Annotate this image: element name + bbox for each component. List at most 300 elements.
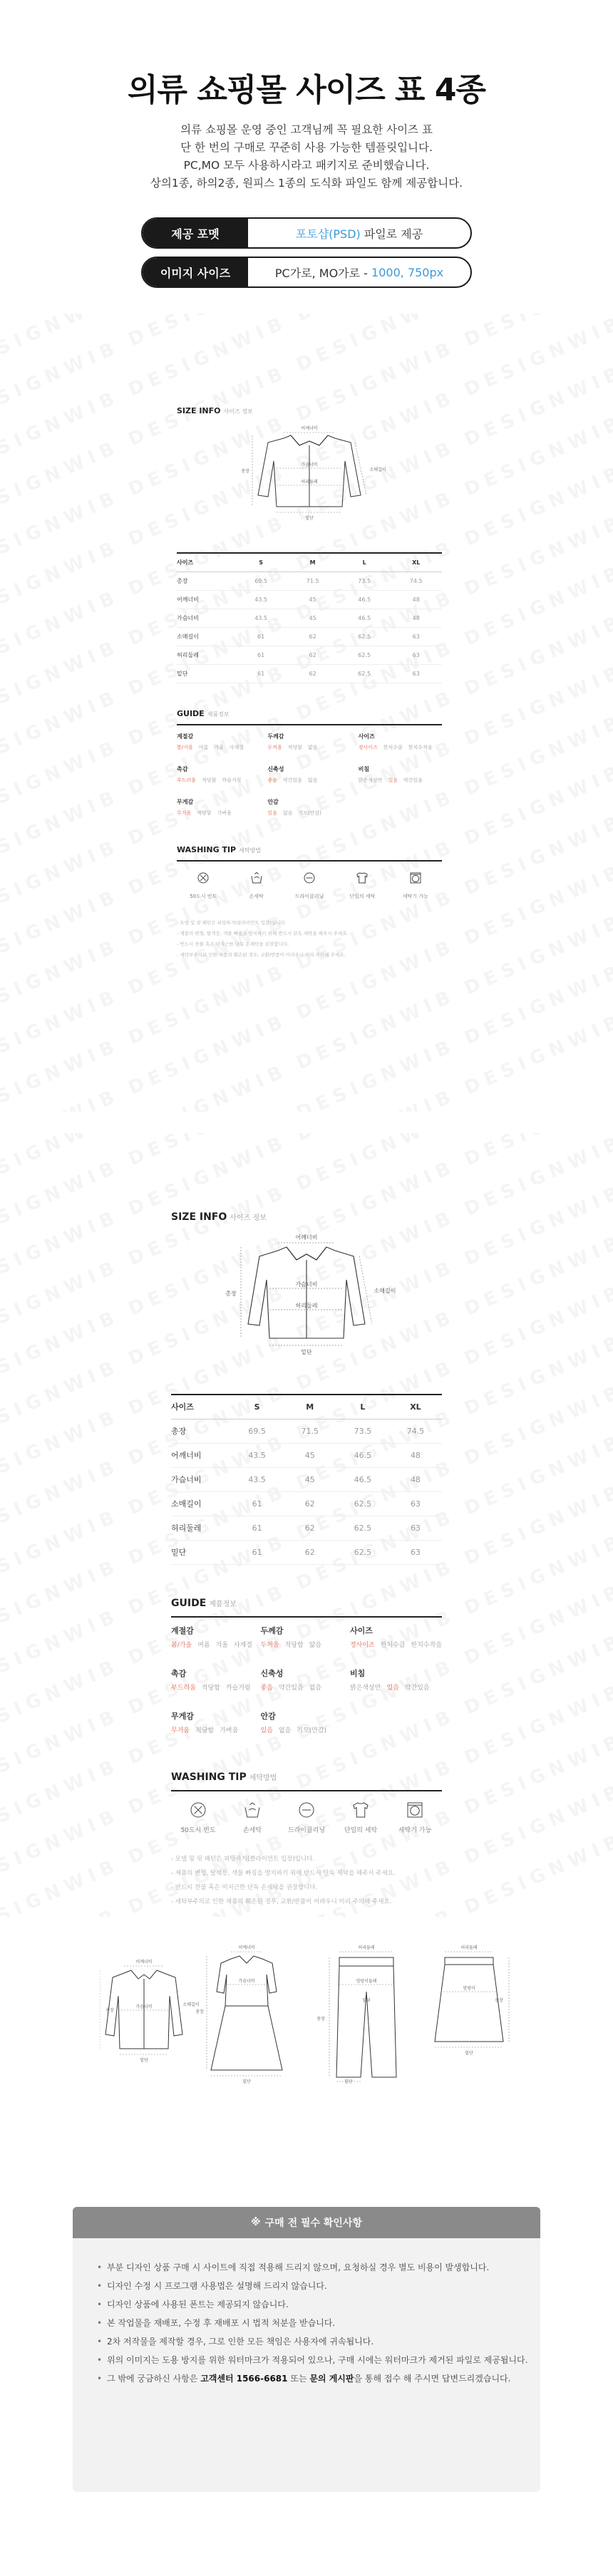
cell: 61 xyxy=(235,646,287,664)
washing-item xyxy=(230,871,282,901)
size-table-header-cell: S xyxy=(235,553,287,571)
row-label: 밑단 xyxy=(177,664,235,683)
cell: 62 xyxy=(287,664,339,683)
guide-option: 적당함 xyxy=(202,777,217,783)
guide-option: 부드러움 xyxy=(177,777,197,783)
notice-list xyxy=(73,2238,540,2388)
intro-text xyxy=(0,121,613,192)
guide-option: 까슬거림 xyxy=(222,777,242,783)
washer-icon xyxy=(389,871,442,884)
cell: 43.5 xyxy=(231,1443,284,1467)
guide-panel xyxy=(171,1616,442,1734)
guide-options xyxy=(267,744,351,751)
format-value-accent: 포토샵(PSD) xyxy=(295,227,361,241)
format-value xyxy=(248,219,470,247)
guide-group xyxy=(171,1710,253,1734)
row-label: 소매길이 xyxy=(177,627,235,646)
image-size-value-text: PC가로, MO가로 - xyxy=(274,266,372,280)
top-diagram xyxy=(105,1970,182,2049)
guide-option: 가벼움 xyxy=(217,809,232,816)
table-row xyxy=(177,571,442,590)
washing-item xyxy=(279,1801,334,1835)
shirt-diagram xyxy=(171,1230,442,1372)
cell: 46.5 xyxy=(339,590,391,609)
garment-label: 소매길이 xyxy=(182,2002,200,2007)
list-item: • 디자인 상품에 사용된 폰트는 제공되지 않습니다. xyxy=(97,2295,516,2314)
guide-options xyxy=(350,1682,442,1692)
table-row xyxy=(177,664,442,683)
washing-heading: WASHING TIP 세탁방법 xyxy=(171,1771,277,1783)
diagram-label-length: 총장 xyxy=(241,469,249,474)
guide-option: 밝은색상만 xyxy=(349,1684,381,1692)
table-row xyxy=(177,590,442,609)
guide-option: 있음 xyxy=(386,1684,399,1692)
guide-option: 두꺼움 xyxy=(267,744,282,750)
guide-option: 부드러움 xyxy=(171,1684,196,1692)
guide-option: 약간있음 xyxy=(282,777,302,783)
shirt-diagram xyxy=(177,421,442,535)
image-size-value-accent: 1000, 750px xyxy=(371,265,444,279)
garment-diagrams xyxy=(100,1942,513,2084)
guide-options xyxy=(177,744,260,751)
washing-item-label: 단일의 세탁 xyxy=(349,893,376,899)
cell: 45 xyxy=(284,1443,336,1467)
cell: 62 xyxy=(287,646,339,664)
guide-options xyxy=(267,777,351,784)
diagram-label-chest: 가슴너비 xyxy=(295,1281,318,1288)
cell: 62.5 xyxy=(339,646,391,664)
garment-label: 밑위 xyxy=(362,1998,371,2003)
guide-group-label: 계절감 xyxy=(177,733,194,740)
garment-diagrams-svg xyxy=(100,1942,513,2084)
guide-options xyxy=(260,1640,342,1649)
guide-options xyxy=(260,1725,342,1734)
size-table-header-cell: XL xyxy=(389,1395,442,1419)
guide-option: 적당함 xyxy=(284,1641,304,1649)
washing-item xyxy=(225,1801,279,1835)
guide-option: 무거움 xyxy=(177,809,192,816)
guide-option: 약간있음 xyxy=(278,1684,304,1692)
guide-options xyxy=(359,744,442,751)
size-table-header-row xyxy=(177,553,442,571)
cell: 46.5 xyxy=(336,1443,389,1467)
washing-panel xyxy=(177,860,442,961)
guide-option: 얇음 xyxy=(307,744,318,750)
guide-option: 사계절 xyxy=(233,1641,252,1649)
cell: 62.5 xyxy=(339,664,391,683)
guide-option: 약간있음 xyxy=(403,777,423,783)
warning-icon: ※ xyxy=(251,2217,261,2228)
washing-item-label: 단일의 세탁 xyxy=(344,1826,378,1834)
cell: 61 xyxy=(231,1516,284,1540)
guide-group xyxy=(267,733,351,751)
guide-group xyxy=(177,765,260,784)
guide-option: 정사이즈 xyxy=(349,1641,375,1649)
guide-option: 적당함 xyxy=(287,744,302,750)
notice-text: 또는 xyxy=(287,2374,310,2384)
cell: 61 xyxy=(231,1540,284,1564)
notice-title: 구매 전 필수 확인사항 xyxy=(264,2218,362,2229)
guide-group-label: 사이즈 xyxy=(358,733,375,740)
size-template-pc xyxy=(171,1211,442,1909)
guide-option: 없음 xyxy=(278,1727,292,1734)
cell: 63 xyxy=(389,1540,442,1564)
size-table-header-cell: S xyxy=(231,1395,284,1419)
guide-option: 좋음 xyxy=(267,777,277,783)
garment-label: 어깨너비 xyxy=(238,1945,255,1950)
guide-group xyxy=(359,733,442,751)
washing-item-label: 손세탁 xyxy=(249,893,264,899)
guide-group-label: 무게감 xyxy=(177,798,194,805)
diagram-label-bottom: 밑단 xyxy=(305,516,314,521)
image-size-pill xyxy=(141,257,472,288)
washing-note: - 모델 및 핏 패턴은 피팅하기(클라이언트 입장)입니다. xyxy=(171,1855,315,1863)
garment-label: 총장 xyxy=(195,2009,204,2014)
table-row xyxy=(171,1516,442,1540)
guide-option: 가벼움 xyxy=(220,1727,239,1734)
guide-option: 있음 xyxy=(267,809,277,816)
guide-option: 기모(안감) xyxy=(297,1727,327,1734)
cell: 74.5 xyxy=(389,1419,442,1443)
guide-group-label: 계절감 xyxy=(171,1625,194,1635)
guide-option: 없음 xyxy=(307,777,318,783)
washing-heading: WASHING TIP 세탁방법 xyxy=(177,844,262,854)
cell: 61 xyxy=(235,627,287,646)
washing-notes xyxy=(171,1852,442,1909)
page-title: 의류 쇼핑몰 사이즈 표 4종 xyxy=(128,72,485,108)
diagram-label-shoulder: 어깨너비 xyxy=(301,426,318,431)
guide-group-label: 사이즈 xyxy=(349,1625,373,1635)
garment-label: 가슴너비 xyxy=(135,2005,153,2009)
guide-group-label: 두께감 xyxy=(267,733,284,740)
size-table-header-cell: XL xyxy=(390,553,442,571)
guide-group-label: 신축성 xyxy=(267,765,284,772)
shirt-diagram-svg xyxy=(171,1230,442,1372)
guide-group xyxy=(177,798,260,817)
skirt-diagram xyxy=(435,1957,503,2042)
cell: 62.5 xyxy=(339,627,391,646)
cell: 62 xyxy=(284,1491,336,1516)
garment-label: 어깨너비 xyxy=(135,1960,153,1965)
no-bleach-icon xyxy=(177,871,230,884)
row-label: 가슴너비 xyxy=(177,609,235,627)
garment-label: 허리둘레 xyxy=(358,1945,375,1950)
cell: 43.5 xyxy=(235,609,287,627)
cell: 45 xyxy=(284,1467,336,1491)
washing-item-label: 세탁기 가능 xyxy=(398,1826,432,1834)
intro-line: 상의1종, 하의2종, 원피스 1종의 도식화 파일도 함께 제공합니다. xyxy=(150,177,463,190)
washing-icons xyxy=(177,871,442,901)
dress-diagram xyxy=(211,1956,282,2070)
guide-option: 기모(안감) xyxy=(298,809,321,816)
cell: 73.5 xyxy=(339,571,391,590)
cell: 43.5 xyxy=(231,1467,284,1491)
garment-label: 엉덩이 xyxy=(463,1986,475,1991)
diagram-label-length: 총장 xyxy=(225,1290,237,1297)
cell: 43.5 xyxy=(235,590,287,609)
dry-clean-icon xyxy=(283,871,336,884)
guide-option: 여름 xyxy=(197,1641,210,1649)
guide-group xyxy=(359,765,442,784)
cell: 48 xyxy=(390,590,442,609)
table-row xyxy=(171,1467,442,1491)
tshirt-icon xyxy=(336,871,388,884)
notice-text: 을 통해 접수 해 주시면 답변드리겠습니다. xyxy=(354,2374,511,2384)
cell: 62.5 xyxy=(336,1540,389,1564)
garment-label: 밑단 xyxy=(242,2079,251,2084)
guide-option: 없음 xyxy=(309,1684,322,1692)
guide-options xyxy=(260,1682,342,1692)
cell: 48 xyxy=(389,1467,442,1491)
cell: 62 xyxy=(287,627,339,646)
garment-label: 엉덩이둘레 xyxy=(356,1979,377,1984)
size-table xyxy=(171,1394,442,1565)
format-pill xyxy=(141,217,472,249)
garment-label: 밑단 xyxy=(140,2058,148,2063)
guide-option: 적당함 xyxy=(197,809,212,816)
washing-item xyxy=(171,1801,225,1835)
guide-option: 두꺼움 xyxy=(260,1641,279,1649)
no-bleach-icon xyxy=(171,1801,225,1819)
guide-option: 한치수큼 xyxy=(383,744,403,750)
washing-notes xyxy=(177,918,442,961)
list-item: • 2차 저작물을 제작할 경우, 그로 인한 모든 책임은 사용자에 귀속됩니다. xyxy=(97,2332,516,2351)
size-info-heading: SIZE INFO 사이즈 정보 xyxy=(171,1211,267,1223)
diagram-label-hem: 허리둘레 xyxy=(295,1303,318,1309)
guide-options xyxy=(350,1640,442,1649)
guide-panel xyxy=(177,724,442,817)
garment-label: 허리둘레 xyxy=(460,1945,478,1950)
row-label: 허리둘레 xyxy=(171,1516,231,1540)
garment-label: 총장 xyxy=(316,2017,325,2022)
garment-label: 총장 xyxy=(105,2008,114,2013)
list-item: • 부분 디자인 상품 구매 시 사이트에 직접 적용해 드리지 않으며, 요청하실 경우 별도 비용이 발생합니다. xyxy=(97,2258,516,2277)
washing-item xyxy=(283,871,336,901)
guide-group xyxy=(260,1625,342,1649)
guide-option: 한치수작음 xyxy=(408,744,433,750)
list-item: • 디자인 수정 시 프로그램 사용법은 설명해 드리지 않습니다. xyxy=(97,2277,516,2295)
guide-options xyxy=(171,1725,253,1734)
row-label: 총장 xyxy=(171,1419,231,1443)
guide-group-label: 안감 xyxy=(267,798,279,805)
cell: 73.5 xyxy=(336,1419,389,1443)
washing-item-label: 드라이클리닝 xyxy=(287,1826,326,1834)
washing-icons xyxy=(171,1801,442,1835)
row-label: 허리둘레 xyxy=(177,646,235,664)
size-table-header-cell: M xyxy=(284,1395,336,1419)
guide-group xyxy=(350,1625,442,1649)
table-row xyxy=(177,627,442,646)
washing-note: - 세탁부주의로 인한 제품의 훼손된 경우, 교환/반품이 어려우니 미리 주의해 주세요. xyxy=(171,1898,392,1905)
guide-group-label: 안감 xyxy=(260,1711,276,1721)
guide-option: 적당함 xyxy=(195,1727,215,1734)
diagram-label-hem: 허리둘레 xyxy=(301,480,318,485)
guide-option: 사계절 xyxy=(229,744,244,750)
washing-item xyxy=(388,1801,442,1835)
guide-group-label: 신축성 xyxy=(260,1668,284,1678)
cell: 69.5 xyxy=(231,1419,284,1443)
garment-label: 가슴너비 xyxy=(238,1979,255,1984)
list-item xyxy=(97,2369,516,2388)
cell: 45 xyxy=(287,590,339,609)
list-item: • 본 작업물을 재배포, 수정 후 재배포 시 법적 처분을 받습니다. xyxy=(97,2314,516,2332)
intro-line: 의류 쇼핑몰 운영 중인 고객님께 꼭 필요한 사이즈 표 xyxy=(180,123,433,136)
guide-options xyxy=(267,809,351,817)
guide-option: 겨울 xyxy=(215,1641,228,1649)
guide-options xyxy=(359,777,442,784)
washing-item-label: 세탁기 가능 xyxy=(402,893,428,899)
size-table-header-cell: L xyxy=(339,553,391,571)
size-table-header-cell: M xyxy=(287,553,339,571)
cell: 45 xyxy=(287,609,339,627)
cell: 46.5 xyxy=(336,1467,389,1491)
diagram-label-sleeve: 소매길이 xyxy=(374,1288,396,1294)
guide-option: 없음 xyxy=(282,809,293,816)
row-label: 소매길이 xyxy=(171,1491,231,1516)
guide-option: 얇음 xyxy=(309,1641,322,1649)
guide-group-label: 촉감 xyxy=(177,765,188,772)
guide-options xyxy=(171,1682,253,1692)
pants-diagram xyxy=(336,1957,396,2077)
guide-option: 한치수큼 xyxy=(380,1641,406,1649)
diagram-label-bottom: 밑단 xyxy=(301,1349,312,1355)
guide-option: 정사이즈 xyxy=(358,744,378,750)
size-info-heading: SIZE INFO 사이즈 정보 xyxy=(177,406,253,415)
table-row xyxy=(177,646,442,664)
shirt-diagram-svg xyxy=(177,421,442,535)
washing-item xyxy=(336,871,388,901)
diagram-label-chest: 가슴너비 xyxy=(301,462,318,467)
guide-option: 무거움 xyxy=(171,1727,190,1734)
customer-center-phone: 고객센터 1566-6681 xyxy=(200,2374,288,2384)
diagram-label-sleeve: 소매길이 xyxy=(369,467,386,472)
guide-option: 봄/가을 xyxy=(177,744,193,750)
washing-item xyxy=(334,1801,388,1835)
garment-label: 밑단 xyxy=(344,2079,353,2084)
guide-group xyxy=(171,1625,253,1649)
guide-grid xyxy=(171,1625,442,1734)
washer-icon xyxy=(388,1801,442,1819)
guide-options xyxy=(177,777,260,784)
image-size-value xyxy=(248,258,470,286)
guide-option: 겨울 xyxy=(214,744,224,750)
washing-panel xyxy=(171,1790,442,1909)
intro-line: PC,MO 모두 사용하시라고 패키지로 준비했습니다. xyxy=(183,159,430,172)
purchase-notice xyxy=(73,2207,540,2492)
washing-item-label: 드라이클리닝 xyxy=(294,893,324,899)
washing-note: - 제품의 변형, 탈색등, 색물 빠짐을 방지하기 위해 반드시 단독 세탁을 해주시 주세요. xyxy=(177,930,349,936)
size-template-mobile xyxy=(177,406,442,961)
row-label: 밑단 xyxy=(171,1540,231,1564)
format-value-text: 파일로 제공 xyxy=(360,227,423,241)
cell: 62.5 xyxy=(336,1516,389,1540)
guide-heading: GUIDE 제품정보 xyxy=(171,1597,237,1609)
row-label: 가슴너비 xyxy=(171,1467,231,1491)
guide-group-label: 촉감 xyxy=(171,1668,187,1678)
format-key: 제공 포멧 xyxy=(143,219,248,247)
cell: 62.5 xyxy=(336,1491,389,1516)
guide-option: 있음 xyxy=(388,777,398,783)
washing-note: - 제품의 변형, 탈색등, 색물 빠짐을 방지하기 위해 반드시 단독 세탁을 해주시 주세요. xyxy=(171,1869,396,1877)
table-row xyxy=(171,1540,442,1564)
guide-option: 있음 xyxy=(260,1727,273,1734)
hand-wash-icon xyxy=(225,1801,279,1819)
cell: 69.5 xyxy=(235,571,287,590)
cell: 71.5 xyxy=(284,1419,336,1443)
guide-options xyxy=(177,809,260,817)
row-label: 총장 xyxy=(177,571,235,590)
guide-group-label: 비침 xyxy=(358,765,370,772)
cell: 63 xyxy=(389,1516,442,1540)
guide-group-label: 비침 xyxy=(349,1668,366,1678)
cell: 61 xyxy=(231,1491,284,1516)
cell: 63 xyxy=(390,646,442,664)
guide-option: 까슬거림 xyxy=(225,1684,251,1692)
guide-group-label: 두께감 xyxy=(260,1625,284,1635)
cell: 71.5 xyxy=(287,571,339,590)
cell: 48 xyxy=(390,609,442,627)
diagram-label-shoulder: 어깨너비 xyxy=(295,1234,318,1241)
cell: 74.5 xyxy=(390,571,442,590)
cell: 46.5 xyxy=(339,609,391,627)
guide-option: 한치수작음 xyxy=(411,1641,442,1649)
guide-option: 약간있음 xyxy=(404,1684,430,1692)
washing-note: - 모델 및 핏 패턴은 피팅하기(클라이언트 입장)입니다. xyxy=(177,919,287,926)
guide-group xyxy=(260,1710,342,1734)
tshirt-icon xyxy=(334,1801,388,1819)
size-table-header-cell: L xyxy=(336,1395,389,1419)
guide-group-label: 무게감 xyxy=(171,1711,194,1721)
guide-group xyxy=(177,733,260,751)
guide-group xyxy=(260,1667,342,1692)
washing-item-label: 50도시 빈도 xyxy=(180,1826,216,1834)
cell: 61 xyxy=(235,664,287,683)
image-size-key: 이미지 사이즈 xyxy=(143,258,248,286)
row-label: 어깨너비 xyxy=(177,590,235,609)
dry-clean-icon xyxy=(279,1801,334,1819)
garment-label: 총장 xyxy=(495,1998,503,2003)
hand-wash-icon xyxy=(230,871,282,884)
table-row xyxy=(171,1443,442,1467)
size-table-header-row xyxy=(171,1395,442,1419)
size-table-header-cell: 사이즈 xyxy=(177,553,235,571)
inquiry-board-link: 문의 게시판 xyxy=(309,2374,354,2384)
list-item: • 위의 이미지는 도용 방지를 위한 워터마크가 적용되어 있으나, 구매 시에는 워터마크가 제거된 파일로 제공됩니다. xyxy=(97,2351,516,2369)
guide-option: 밝은색상만 xyxy=(358,777,383,783)
intro-line: 단 한 번의 구매로 꾸준히 사용 가능한 템플릿입니다. xyxy=(180,141,433,154)
notice-header xyxy=(73,2207,540,2238)
table-row xyxy=(171,1419,442,1443)
guide-group xyxy=(171,1667,253,1692)
cell: 62 xyxy=(284,1540,336,1564)
guide-option: 좋음 xyxy=(260,1684,273,1692)
guide-options xyxy=(171,1640,253,1649)
notice-text: 그 밖에 궁금하신 사항은 xyxy=(107,2374,201,2384)
washing-note: - 반드시 찬물 혹은 미지근한 단독 손세탁을 권장합니다. xyxy=(177,941,289,947)
guide-group xyxy=(267,798,351,817)
row-label: 어깨너비 xyxy=(171,1443,231,1467)
washing-item-label: 손세탁 xyxy=(242,1826,262,1834)
washing-note: - 반드시 찬물 혹은 미지근한 단독 손세탁을 권장합니다. xyxy=(171,1883,318,1891)
washing-item-label: 50도시 빈도 xyxy=(190,893,217,899)
table-row xyxy=(171,1491,442,1516)
washing-item xyxy=(177,871,230,901)
washing-note: - 세탁부주의로 인한 제품의 훼손된 경우, 교환/반품이 어려우니 미리 주의해 주세요. xyxy=(177,951,346,958)
size-table-header-cell: 사이즈 xyxy=(171,1395,231,1419)
guide-heading: GUIDE 제품정보 xyxy=(177,708,230,718)
cell: 63 xyxy=(389,1491,442,1516)
cell: 63 xyxy=(390,627,442,646)
